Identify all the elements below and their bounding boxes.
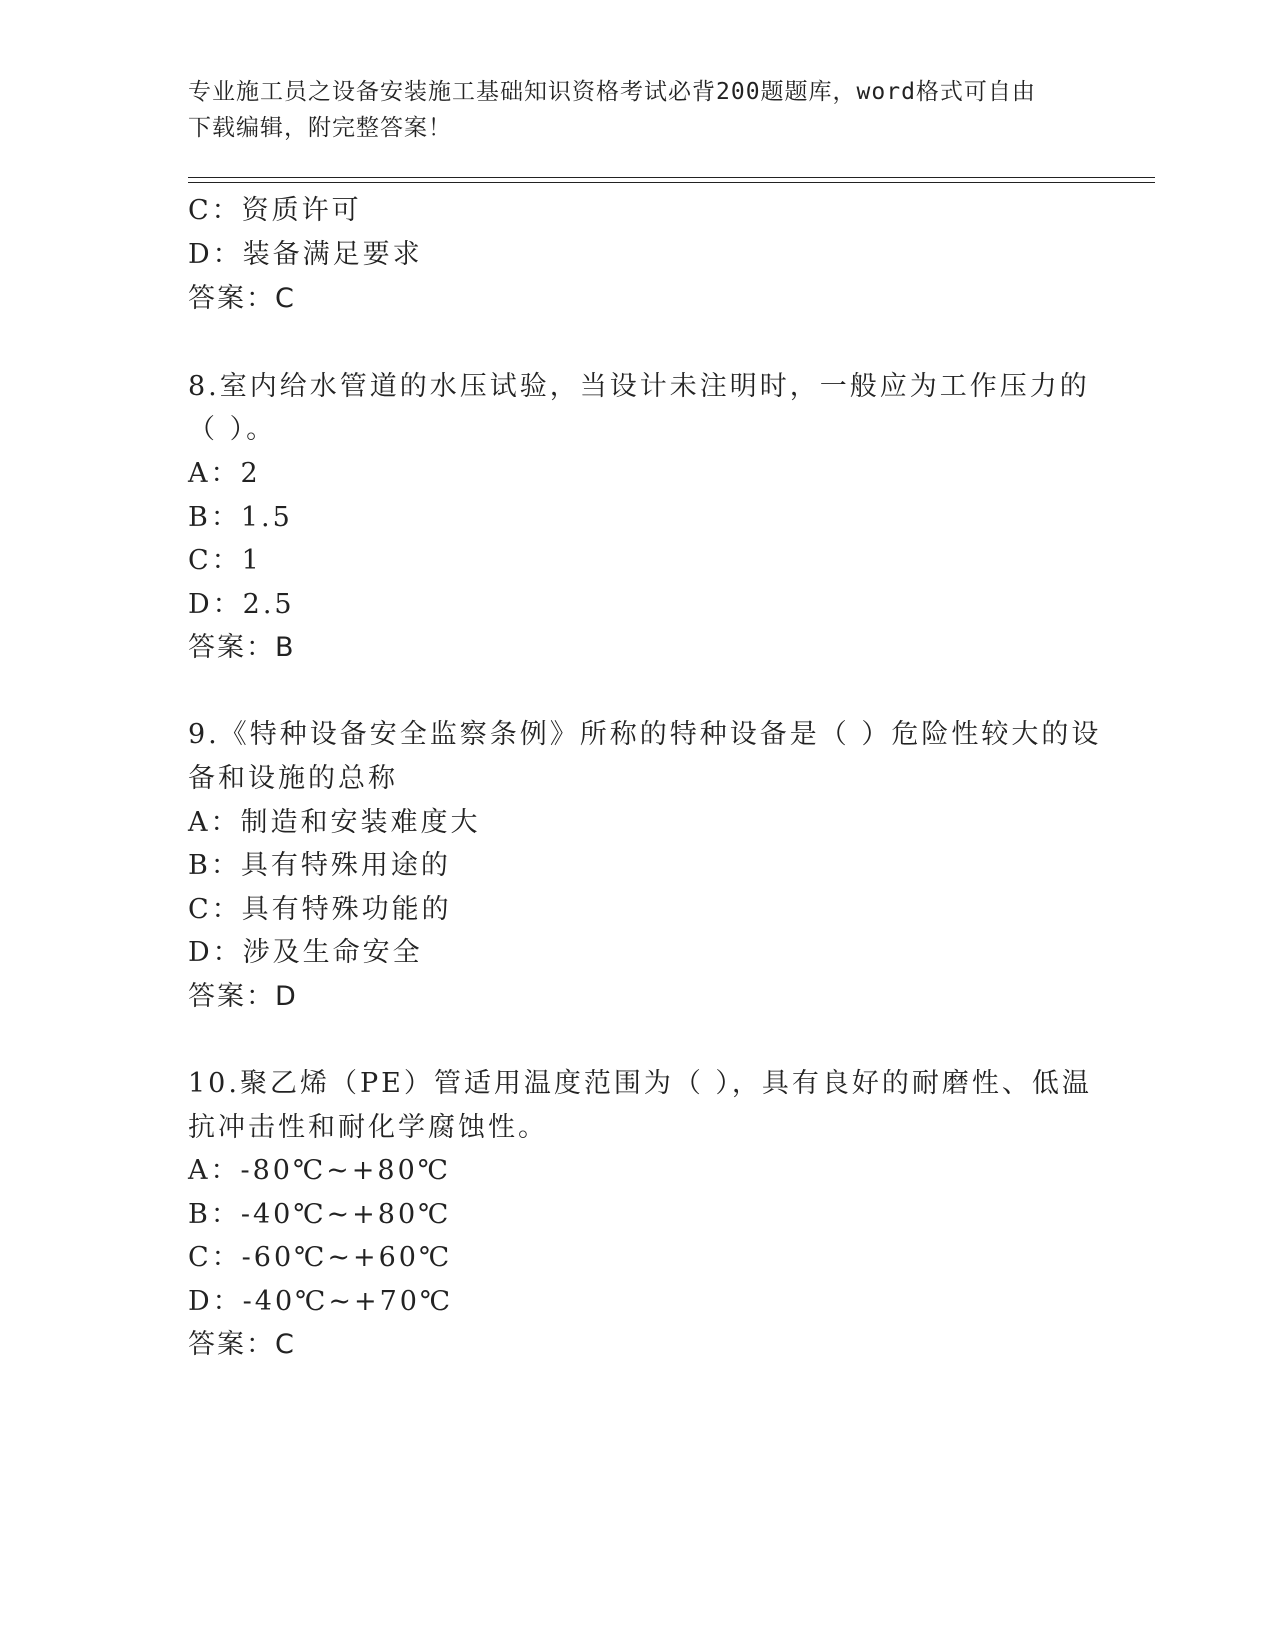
header-rule-top	[188, 177, 1155, 178]
question-10-option-b: B：-40℃~+80℃	[188, 1199, 452, 1230]
carryover-option-c: C：资质许可	[188, 195, 362, 226]
question-9-stem-line-1: 9.《特种设备安全监察条例》所称的特种设备是（ ）危险性较大的设	[188, 719, 1102, 750]
question-8-option-d: D：2.5	[188, 589, 295, 620]
carryover-option-d: D：装备满足要求	[188, 239, 423, 270]
question-8-answer: 答案：B	[188, 632, 296, 663]
question-8-option-a: A：2	[188, 458, 261, 489]
question-9-option-b: B：具有特殊用途的	[188, 850, 451, 881]
question-9-option-c: C：具有特殊功能的	[188, 894, 452, 925]
header-line-1: 专业施工员之设备安装施工基础知识资格考试必背200题题库，word格式可自由	[188, 79, 1036, 105]
question-9-answer: 答案：D	[188, 981, 298, 1012]
question-9-option-a: A：制造和安装难度大	[188, 807, 481, 838]
question-8-option-c: C：1	[188, 545, 262, 576]
question-10-stem-line-2: 抗冲击性和耐化学腐蚀性。	[188, 1112, 548, 1143]
document-header	[188, 74, 1088, 146]
question-8-option-b: B：1.5	[188, 502, 293, 533]
question-9-stem-line-2: 备和设施的总称	[188, 763, 398, 794]
header-rule-bottom	[188, 182, 1155, 183]
question-8-stem-line-2: （ ）。	[188, 414, 277, 445]
question-8-stem-line-1: 8.室内给水管道的水压试验，当设计未注明时，一般应为工作压力的	[188, 371, 1090, 402]
question-10-stem-line-1: 10.聚乙烯（PE）管适用温度范围为（ ），具有良好的耐磨性、低温	[188, 1068, 1092, 1099]
question-10-option-d: D：-40℃~+70℃	[188, 1286, 454, 1317]
carryover-answer: 答案：C	[188, 283, 296, 314]
question-10-answer: 答案：C	[188, 1329, 296, 1360]
header-line-2: 下载编辑，附完整答案！	[188, 115, 452, 141]
question-10-option-c: C：-60℃~+60℃	[188, 1242, 453, 1273]
question-9-option-d: D：涉及生命安全	[188, 937, 423, 968]
question-10-option-a: A：-80℃~+80℃	[188, 1155, 451, 1186]
